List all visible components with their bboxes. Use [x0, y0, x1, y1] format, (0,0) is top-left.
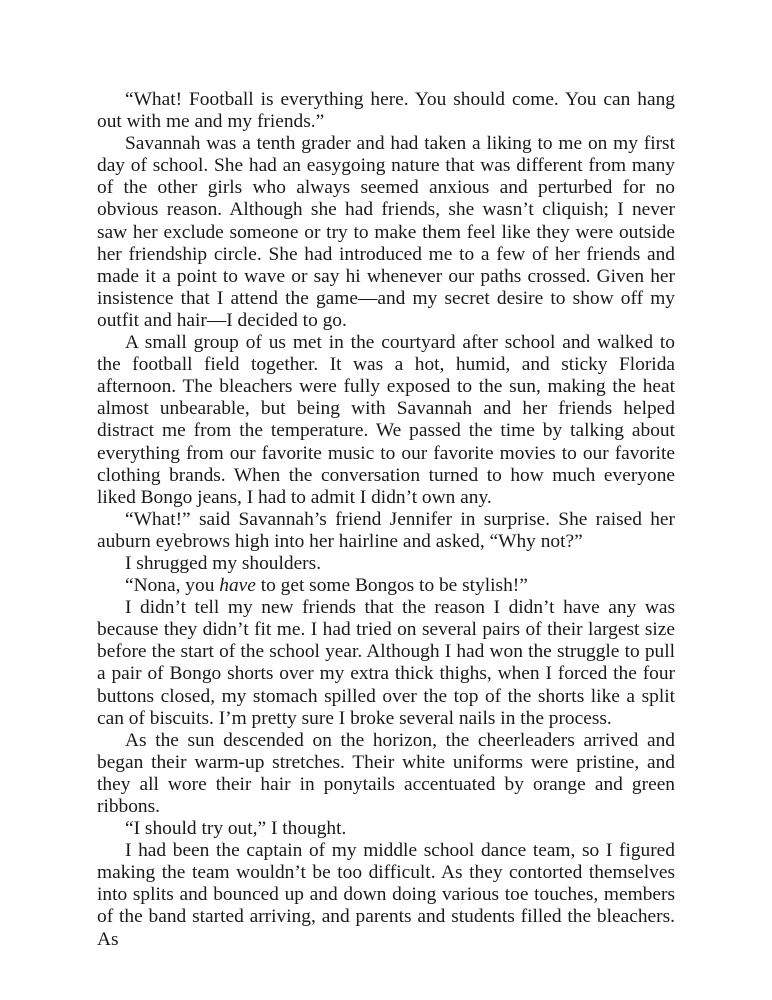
text-run: “Nona, you — [125, 575, 220, 597]
text-run: “What! Football is everything here. You should come. You can hang out with me and my friends.” — [97, 89, 675, 133]
italic-text: have — [219, 575, 256, 597]
paragraph — [97, 89, 675, 133]
text-run: to get some Bongos to be stylish!” — [255, 575, 528, 597]
text-run: “What!” said Savannah’s friend Jennifer in surprise. She raised her auburn eyebrows high into her hairline and asked, “Why not?” — [97, 508, 675, 552]
text-run: “I should try out,” I thought. — [125, 818, 347, 840]
paragraph — [97, 332, 675, 509]
paragraph — [97, 509, 675, 553]
text-run: A small group of us met in the courtyard after school and walked to the football field together. It was a hot, humid, and sticky Florida afternoon. The bleachers were fully exposed to the sun, making the heat almost unbearable, but being with Savannah and her friends helped distract me from the temperature. We passed the time by talking about everything from our favorite music to our favorite movies to our favorite clothing brands. When the conversation turned to how much everyone liked Bongo jeans, I had to admit I didn’t own any. — [97, 332, 675, 508]
text-run: I shrugged my shoulders. — [125, 552, 322, 574]
paragraph — [97, 133, 675, 332]
paragraph — [97, 730, 675, 818]
book-page-text — [97, 89, 675, 951]
paragraph — [97, 553, 675, 575]
paragraph — [97, 818, 675, 840]
text-run: I didn’t tell my new friends that the reason I didn’t have any was because they didn’t fit me. I had tried on several pairs of their largest size before the start of the school year. Although I had won the struggle to pull a pair of Bongo shorts over my extra thick thighs, when I forced the four buttons closed, my stomach spilled over the top of the shorts like a split can of biscuits. I’m pretty sure I broke several nails in the process. — [97, 597, 675, 729]
text-run: Savannah was a tenth grader and had taken a liking to me on my first day of school. She had an easygoing nature that was different from many of the other girls who always seemed anxious and perturbed for no obvious reason. Although she had friends, she wasn’t cliquish; I never saw her exclude someone or try to make them feel like they were outside her friendship circle. She had introduced me to a few of her friends and made it a point to wave or say hi whenever our paths crossed. Given her insistence that I attend the game—and my secret desire to show off my outfit and hair—I decided to go. — [97, 133, 675, 331]
text-run: I had been the captain of my middle school dance team, so I figured making the team wouldn’t be too difficult. As they contorted themselves into splits and bounced up and down doing various toe touches, members of the band started arriving, and parents and students filled the bleachers. As — [97, 840, 675, 950]
paragraph — [97, 597, 675, 730]
paragraph — [97, 840, 675, 950]
paragraph — [97, 575, 675, 597]
text-run: As the sun descended on the horizon, the cheerleaders arrived and began their warm-up stretches. Their white uniforms were pristine, and they all wore their hair in ponytails accentuated by orange and green ribbons. — [97, 729, 675, 817]
